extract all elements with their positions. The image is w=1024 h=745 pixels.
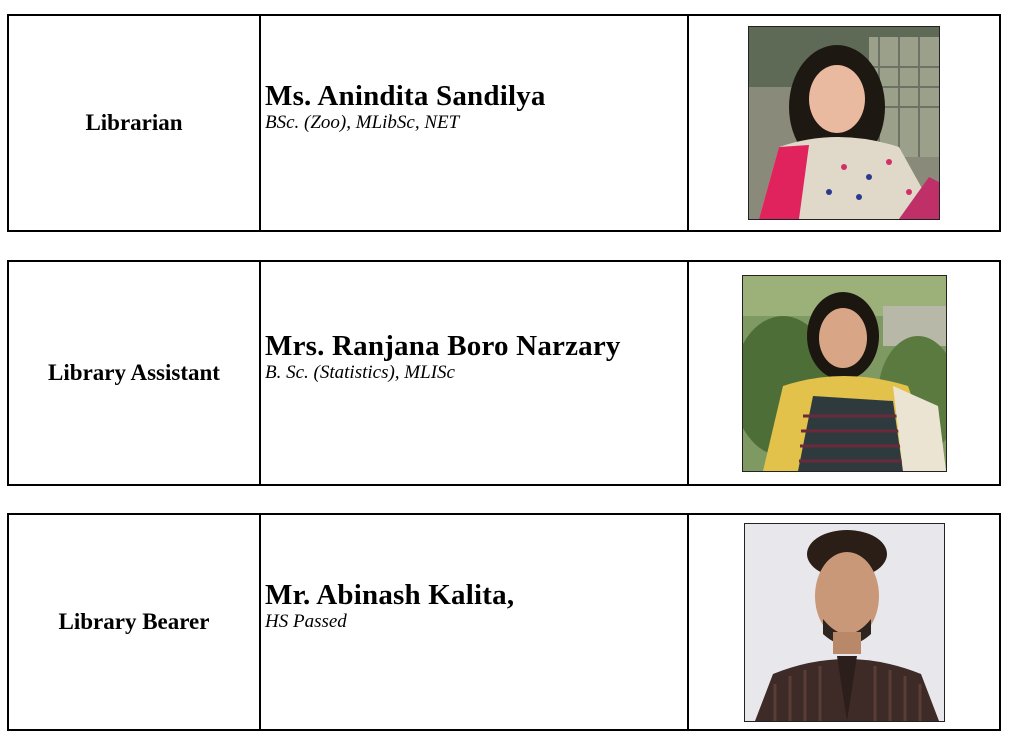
role-label: Librarian (85, 110, 183, 135)
role-cell (8, 261, 260, 485)
photo-cell (688, 261, 1000, 485)
staff-name: Ms. Anindita Sandilya (265, 80, 546, 112)
staff-card-library-bearer (7, 513, 1001, 731)
photo-cell (688, 514, 1000, 730)
staff-name: Mrs. Ranjana Boro Narzary (265, 330, 621, 362)
photo-cell (688, 15, 1000, 231)
role-label: Library Bearer (58, 609, 210, 634)
staff-qualification: HS Passed (265, 611, 347, 632)
staff-photo (744, 523, 945, 722)
name-cell (260, 514, 688, 730)
staff-photo (742, 275, 947, 472)
name-cell (260, 261, 688, 485)
role-cell (8, 514, 260, 730)
staff-name: Mr. Abinash Kalita, (265, 579, 515, 611)
name-cell (260, 15, 688, 231)
staff-card-library-assistant (7, 260, 1001, 486)
staff-qualification: B. Sc. (Statistics), MLISc (265, 362, 455, 383)
staff-photo (748, 26, 940, 220)
role-cell (8, 15, 260, 231)
role-label: Library Assistant (48, 360, 220, 385)
staff-qualification: BSc. (Zoo), MLibSc, NET (265, 112, 460, 133)
staff-card-librarian (7, 14, 1001, 232)
